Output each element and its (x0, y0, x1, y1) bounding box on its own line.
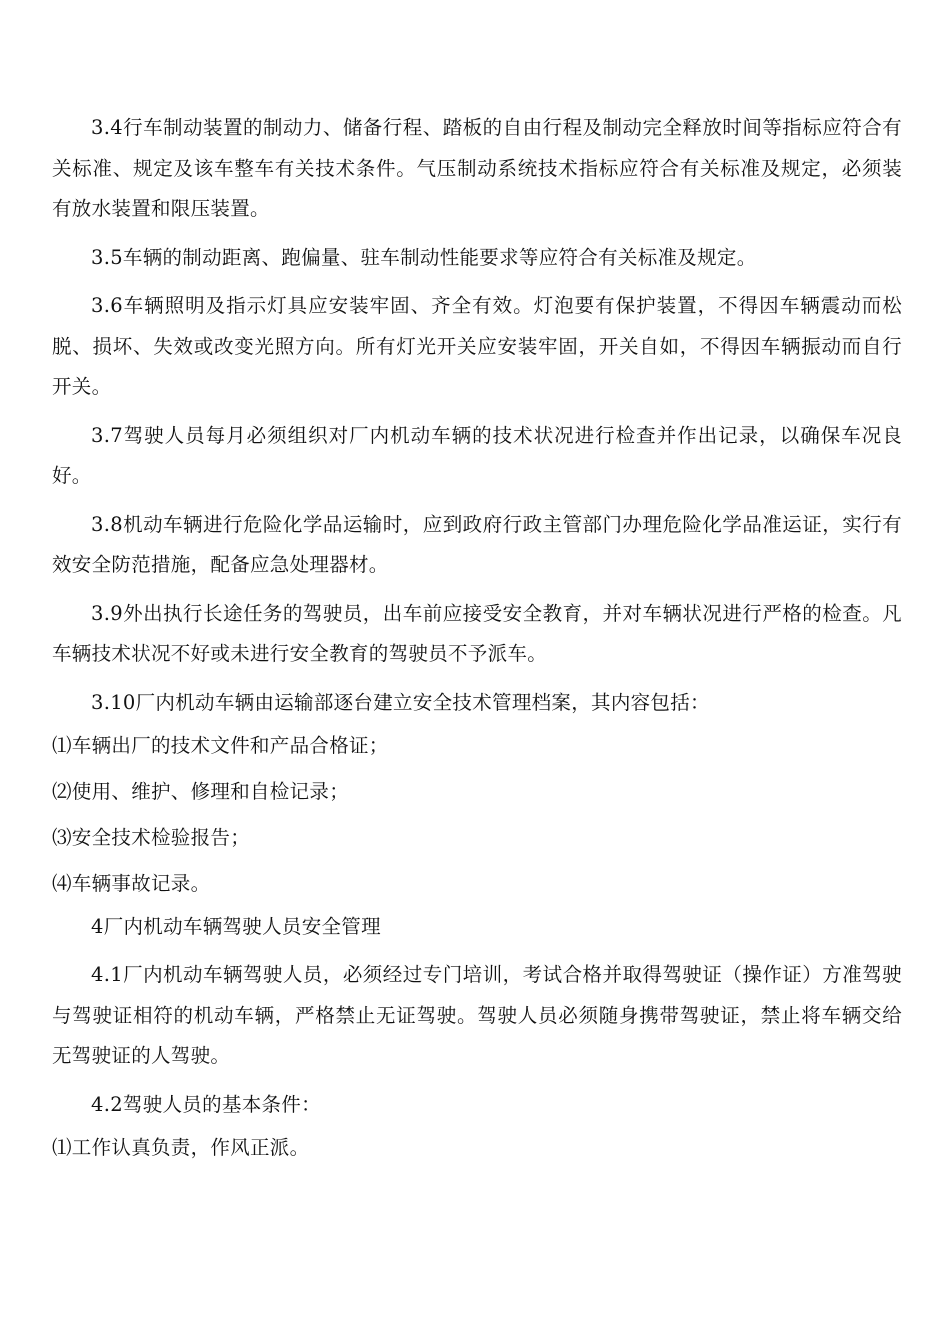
paragraph-3-8: 3.8机动车辆进行危险化学品运输时，应到政府行政主管部门办理危险化学品准运证，实行有效安全防范措施，配备应急处理器材。 (52, 512, 902, 576)
list-item: ⑵使用、维护、修理和自检记录； (52, 780, 350, 803)
document-page (52, 108, 902, 1171)
paragraph-3-5: 3.5车辆的制动距离、跑偏量、驻车制动性能要求等应符合有关标准及规定。 (91, 245, 757, 269)
paragraph-3-7: 3.7驾驶人员每月必须组织对厂内机动车辆的技术状况进行检查并作出记录，以确保车况良好。 (52, 423, 902, 487)
paragraph-4-1: 4.1厂内机动车辆驾驶人员，必须经过专门培训，考试合格并取得驾驶证（操作证）方准驾驶与驾驶证相符的机动车辆，严格禁止无证驾驶。驾驶人员必须随身携带驾驶证，禁止将车辆交给无驾驶证的人驾驶。 (52, 963, 902, 1067)
paragraph-3-4: 3.4行车制动装置的制动力、储备行程、踏板的自由行程及制动完全释放时间等指标应符合有关标准、规定及该车整车有关技术条件。气压制动系统技术指标应符合有关标准及规定，必须装有放水装置和限压装置。 (52, 116, 902, 220)
section-heading: 4厂内机动车辆驾驶人员安全管理 (91, 915, 381, 938)
list-item: ⑷车辆事故记录。 (52, 872, 211, 895)
list-item: ⑴车辆出厂的技术文件和产品合格证； (52, 734, 389, 757)
paragraph-3-9: 3.9外出执行长途任务的驾驶员，出车前应接受安全教育，并对车辆状况进行严格的检查。凡车辆技术状况不好或未进行安全教育的驾驶员不予派车。 (52, 601, 902, 665)
list-item: ⑴工作认真负责，作风正派。 (52, 1136, 310, 1159)
paragraph-3-10: 3.10厂内机动车辆由运输部逐台建立安全技术管理档案，其内容包括： (91, 690, 710, 714)
paragraph-4-2: 4.2驾驶人员的基本条件： (91, 1092, 321, 1116)
list-item: ⑶安全技术检验报告； (52, 826, 251, 849)
paragraph-3-6: 3.6车辆照明及指示灯具应安装牢固、齐全有效。灯泡要有保护装置，不得因车辆震动而松脱、损坏、失效或改变光照方向。所有灯光开关应安装牢固，开关自如，不得因车辆振动而自行开关。 (52, 294, 902, 398)
